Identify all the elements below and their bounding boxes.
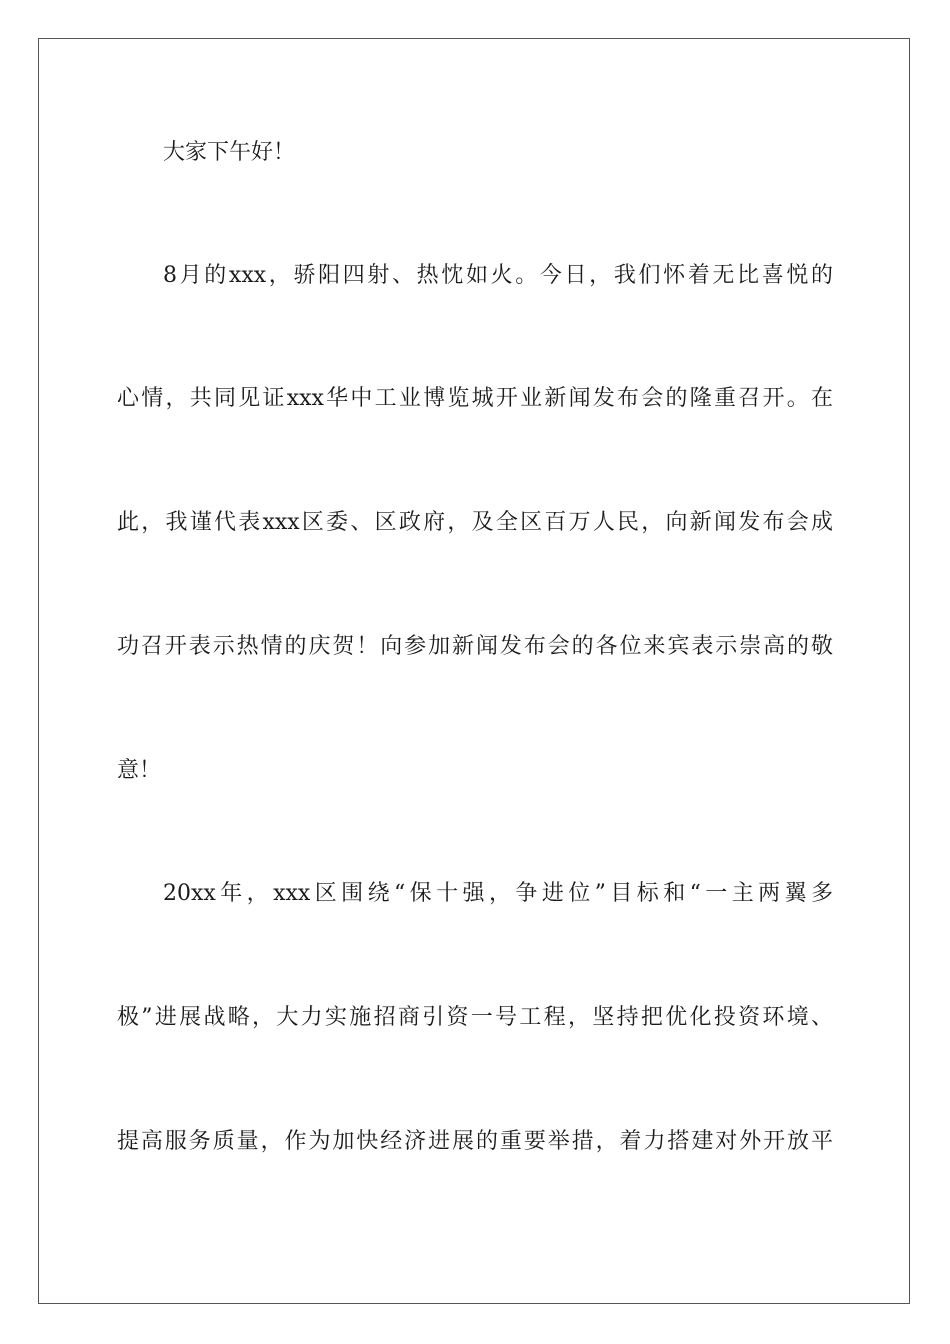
paragraph-2-line-2: 极”进展战略，大力实施招商引资一号工程，坚持把优化投资环境、	[117, 1005, 833, 1030]
paragraph-2-line-1: 20xx年，xxx区围绕“保十强，争进位”目标和“一主两翼多	[163, 881, 833, 906]
paragraph-1-line-1: 8月的xxx，骄阳四射、热忱如火。今日，我们怀着无比喜悦的	[163, 263, 833, 288]
paragraph-1-line-2: 心情，共同见证xxx华中工业博览城开业新闻发布会的隆重召开。在	[117, 386, 833, 411]
paragraph-1-line-5: 意！	[117, 758, 162, 783]
paragraph-1-line-4: 功召开表示热情的庆贺！向参加新闻发布会的各位来宾表示崇高的敬	[117, 634, 833, 659]
paragraph-2-line-3: 提高服务质量，作为加快经济进展的重要举措，着力搭建对外开放平	[117, 1129, 833, 1154]
paragraph-1-line-3: 此，我谨代表xxx区委、区政府，及全区百万人民，向新闻发布会成	[117, 510, 833, 535]
page-border	[38, 38, 910, 1304]
greeting-line: 大家下午好！	[163, 140, 296, 165]
